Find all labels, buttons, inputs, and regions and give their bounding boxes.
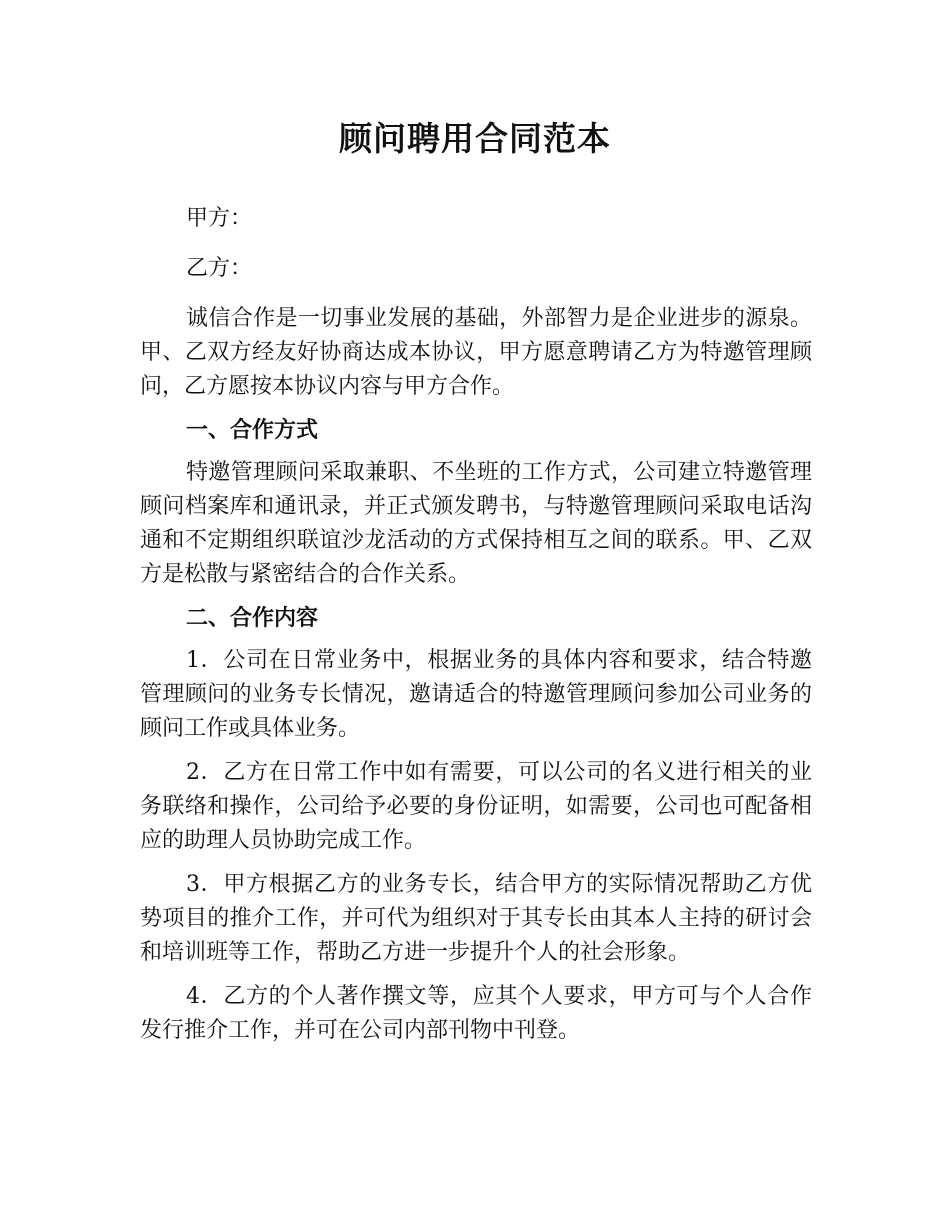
document-title: 顾问聘用合同范本 bbox=[339, 119, 611, 158]
intro-paragraph: 诚信合作是一切事业发展的基础，外部智力是企业进步的源泉。甲、乙双方经友好协商达成本协议，甲方愿意聘请乙方为特邀管理顾问，乙方愿按本协议内容与甲方合作。 bbox=[140, 306, 812, 399]
section-heading-cooperation-method: 一、合作方式 bbox=[186, 418, 319, 443]
section-heading-cooperation-content: 二、合作内容 bbox=[186, 606, 319, 631]
clause-item-3: 3．甲方根据乙方的业务专长，结合甲方的实际情况帮助乙方优势项目的推介工作，并可代为组织对于其专长由其本人主持的研讨会和培训班等工作，帮助乙方进一步提升个人的社会形象。 bbox=[140, 872, 812, 965]
document-body bbox=[140, 202, 812, 1058]
section-paragraph-cooperation-method: 特邀管理顾问采取兼职、不坐班的工作方式，公司建立特邀管理顾问档案库和通讯录，并正式颁发聘书，与特邀管理顾问采取电话沟通和不定期组织联谊沙龙活动的方式保持相互之间的联系。甲、乙双方是松散与紧密结合的合作关系。 bbox=[140, 460, 812, 587]
clause-item-1: 1．公司在日常业务中，根据业务的具体内容和要求，结合特邀管理顾问的业务专长情况，邀请适合的特邀管理顾问参加公司业务的顾问工作或具体业务。 bbox=[140, 648, 812, 741]
party-a-line: 甲方： bbox=[186, 206, 253, 231]
clause-item-2: 2．乙方在日常工作中如有需要，可以公司的名义进行相关的业务联络和操作，公司给予必要的身份证明，如需要，公司也可配备相应的助理人员协助完成工作。 bbox=[140, 760, 812, 853]
clause-item-4: 4．乙方的个人著作撰文等，应其个人要求，甲方可与个人合作发行推介工作，并可在公司内部刊物中刊登。 bbox=[140, 984, 812, 1043]
party-b-line: 乙方： bbox=[186, 256, 253, 281]
